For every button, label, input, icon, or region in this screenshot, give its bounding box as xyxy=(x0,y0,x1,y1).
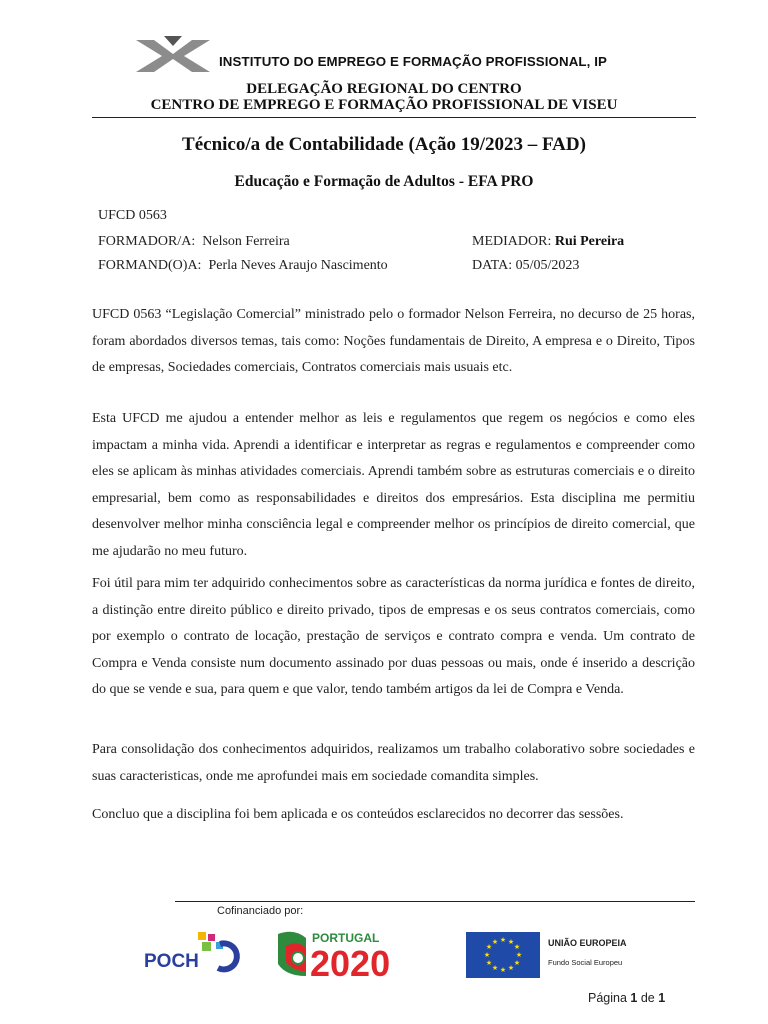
year-2020-text: 2020 xyxy=(310,943,391,980)
poch-logo xyxy=(142,930,242,980)
eu-title: UNIÃO EUROPEIA xyxy=(548,938,627,948)
formando-row xyxy=(98,258,388,274)
mediador-row xyxy=(472,234,624,250)
formando-label: FORMAND(O)A: xyxy=(98,258,202,273)
delegation-title: DELEGAÇÃO REGIONAL DO CENTRO xyxy=(246,81,522,97)
paragraph-4: Para consolidação dos conhecimentos adquiridos, realizamos um trabalho colaborativo sobre sociedades e suas caracteristicas, onde me aprofundei mais em sociedade comandita simples. xyxy=(92,742,695,784)
center-title: CENTRO DE EMPREGO E FORMAÇÃO PROFISSIONAL DE VISEU xyxy=(150,97,618,113)
institute-name: INSTITUTO DO EMPREGO E FORMAÇÃO PROFISSIONAL, IP xyxy=(219,54,607,69)
svg-text:★: ★ xyxy=(515,951,523,959)
portugal-text: PORTUGAL xyxy=(312,931,380,945)
page-current: 1 xyxy=(630,991,638,1005)
cofinanced-label: Cofinanciado por: xyxy=(217,905,304,917)
data-row xyxy=(472,258,579,274)
svg-text:★: ★ xyxy=(499,966,507,974)
svg-text:★: ★ xyxy=(513,959,521,967)
iefp-logo-icon xyxy=(134,34,212,74)
paragraph-5: Concluo que a disciplina foi bem aplicada e os conteúdos esclarecidos no decorrer das sessões. xyxy=(92,807,624,822)
footer-divider xyxy=(175,901,695,902)
page-number xyxy=(588,991,665,1005)
page-prefix: Página xyxy=(588,991,627,1005)
svg-text:★: ★ xyxy=(485,943,493,951)
eu-flag-icon xyxy=(466,932,540,978)
data-label: DATA: xyxy=(472,258,513,273)
svg-text:★: ★ xyxy=(491,938,499,946)
formador-row xyxy=(98,234,290,250)
header-divider xyxy=(92,117,696,118)
page-of: de xyxy=(640,991,655,1005)
svg-text:★: ★ xyxy=(507,938,515,946)
paragraph-2: Esta UFCD me ajudou a entender melhor as leis e regulamentos que regem os negócios e como eles impactam a minha vida. Aprendi a identificar e interpretar as regras e regulamentos e compreender como eles se aplicam às minhas atividades comerciais. Aprendi também sobre as estruturas comerciais e o direito empresarial, bem como as responsabilidades e direitos dos empresários. Esta disciplina me permitiu desenvolver melhor minha consciência legal e compreender melhor os princípios de direito comercial, que me ajudarão no meu futuro. xyxy=(92,411,695,559)
mediador-value: Rui Pereira xyxy=(554,234,625,249)
formador-value: Nelson Ferreira xyxy=(202,234,290,249)
ufcd-code: UFCD 0563 xyxy=(98,208,167,223)
paragraph-1: UFCD 0563 “Legislação Comercial” ministrado pelo o formador Nelson Ferreira, no decurso de 25 horas, foram abordados diversos temas, tais como: Noções fundamentais de Direito, A empresa e o Direito, Tipos de empresas, Sociedades comerciais, Contratos comerciais mais usuais etc. xyxy=(92,307,695,375)
paragraph-3: Foi útil para mim ter adquirido conhecimentos sobre as características da norma jurídica e fontes de direito, a distinção entre direito público e direito privado, tipos de empresas e os seus contratos comerciais, como por exemplo o contrato de locação, prestação de serviços e contrato compra e venda. Um contrato de Compra e Venda consiste num documento assinado por duas pessoas ou mais, onde é inserido a descrição do que se vende e sua, para quem e que valor, tendo também artigos da lei de Compra e Venda. xyxy=(92,576,695,697)
document-subtitle: Educação e Formação de Adultos - EFA PRO xyxy=(234,173,534,190)
data-value: 05/05/2023 xyxy=(515,258,580,273)
svg-text:★: ★ xyxy=(513,943,521,951)
svg-text:★: ★ xyxy=(507,964,515,972)
formando-value: Perla Neves Araujo Nascimento xyxy=(208,258,388,273)
svg-text:★: ★ xyxy=(491,964,499,972)
svg-text:★: ★ xyxy=(483,951,491,959)
mediador-label: MEDIADOR: xyxy=(472,234,552,249)
eu-fund: Fundo Social Europeu xyxy=(548,958,623,967)
document-title: Técnico/a de Contabilidade (Ação 19/2023 – FAD) xyxy=(182,134,586,155)
svg-text:★: ★ xyxy=(499,936,507,944)
svg-text:★: ★ xyxy=(485,959,493,967)
formador-label: FORMADOR/A: xyxy=(98,234,196,249)
portugal-2020-logo xyxy=(272,928,438,980)
poch-text: POCH xyxy=(144,951,199,972)
page-total: 1 xyxy=(658,991,666,1005)
